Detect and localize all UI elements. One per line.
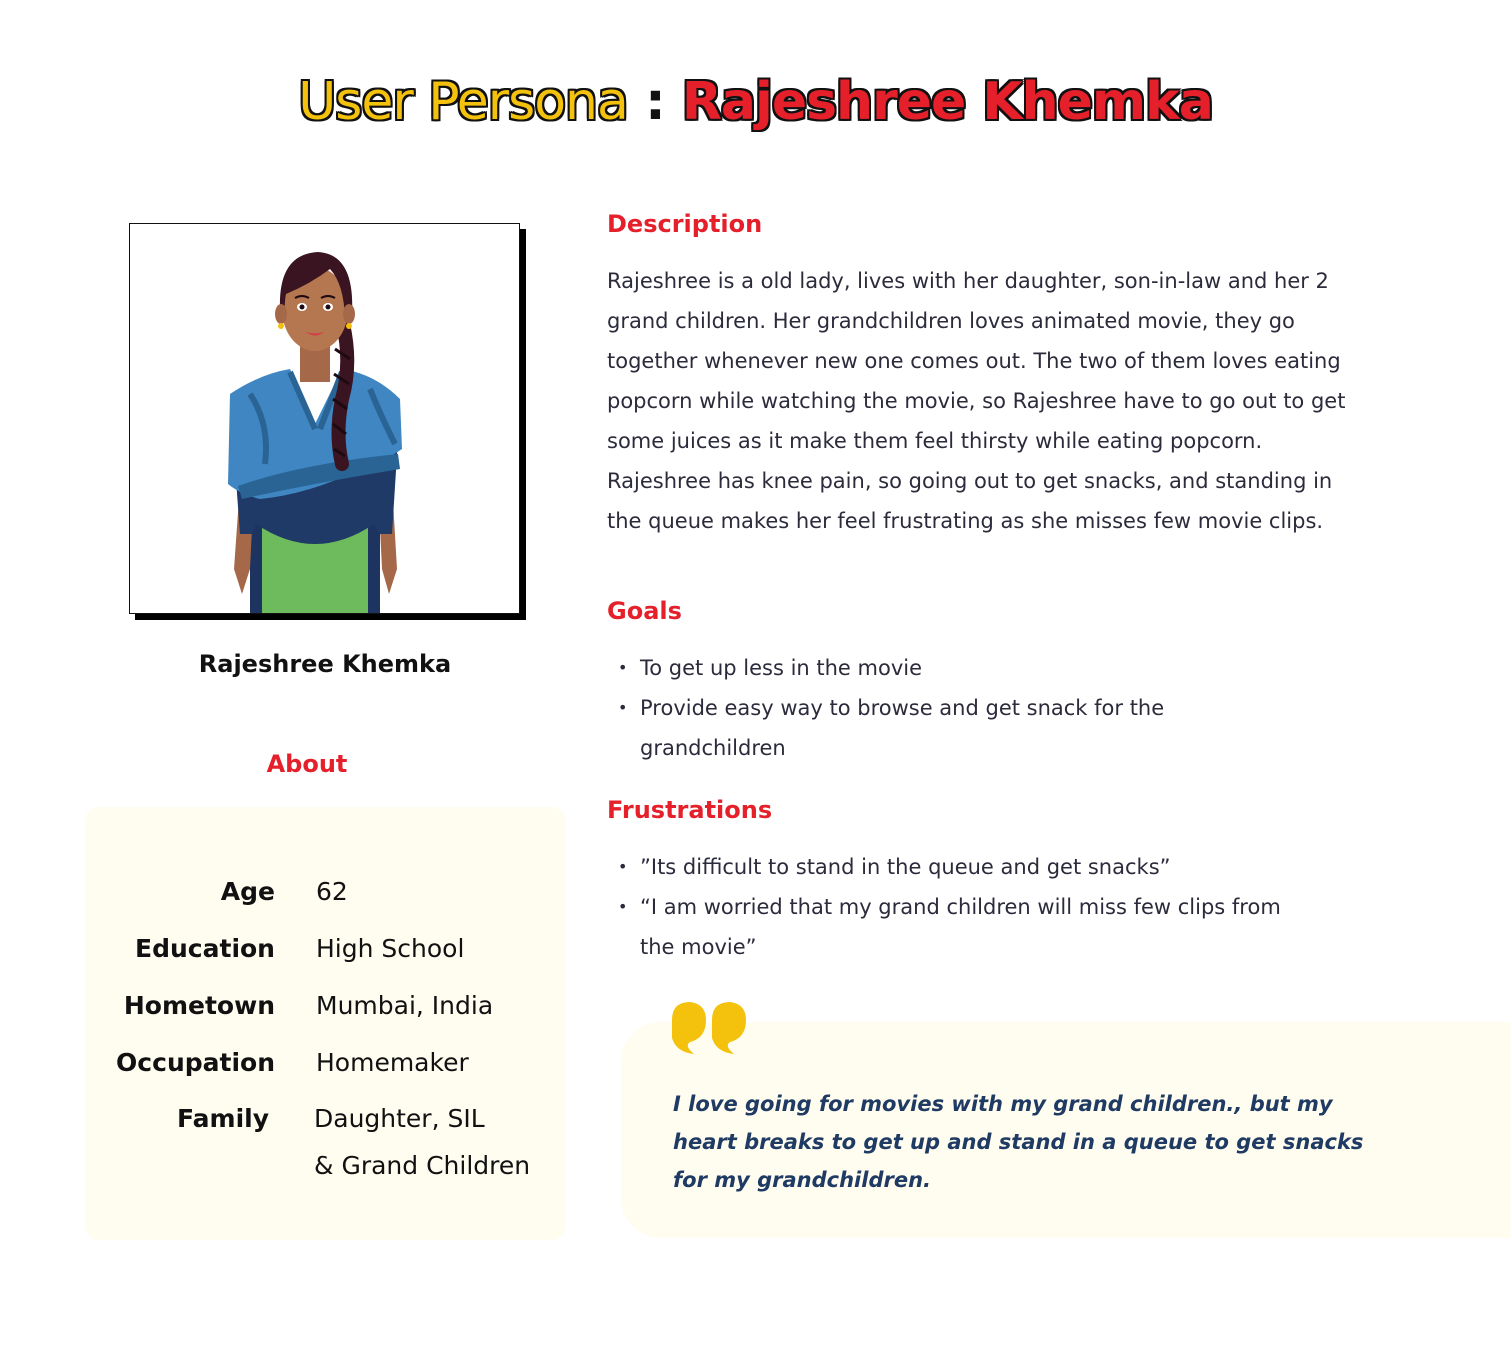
goals-heading: Goals [607, 597, 682, 625]
about-value: Mumbai, India [316, 991, 494, 1020]
about-label: Education [135, 934, 275, 963]
about-value: Homemaker [316, 1048, 469, 1077]
about-value: 62 [316, 877, 348, 906]
frustrations-heading: Frustrations [607, 796, 773, 824]
list-item: • Provide easy way to browse and get snack for the grandchildren [618, 688, 1218, 768]
about-label: Family [177, 1104, 269, 1133]
frustrations-list [618, 847, 1318, 967]
description-heading: Description [607, 210, 763, 238]
about-label: Occupation [116, 1048, 275, 1077]
list-item: • “I am worried that my grand children will miss few clips from the movie” [618, 887, 1318, 967]
list-item: • To get up less in the movie [618, 648, 1218, 688]
page-title [0, 72, 1511, 132]
about-value: Daughter, SIL [314, 1104, 485, 1133]
about-label: Age [220, 877, 275, 906]
persona-photo-frame [129, 223, 520, 614]
about-card [85, 807, 566, 1240]
title-separator: : [627, 72, 682, 132]
list-item: • ”Its difficult to stand in the queue and get snacks” [618, 847, 1318, 887]
quote-text: I love going for movies with my grand children., but my heart breaks to get up and stand in a queue to get snacks for my grandchildren. [673, 1092, 1364, 1192]
about-value-continued: & Grand Children [314, 1151, 531, 1180]
woman-avatar-icon [130, 224, 520, 614]
goals-list [618, 648, 1218, 768]
title-prefix: User Persona [298, 72, 628, 132]
description-text: Rajeshree is a old lady, lives with her daughter, son-in-law and her 2 grand children. Her grandchildren loves animated movie, they go together whenever new one comes out. The two of them loves eating popcorn while watching the movie, so Rajeshree have to go out to get some juices as it make them feel thirsty while eating popcorn. Rajeshree has knee pain, so going out to get snacks, and standing in the queue makes her feel frustrating as she misses few movie clips. [607, 269, 1346, 533]
about-value: High School [316, 934, 465, 963]
persona-name: Rajeshree Khemka [198, 650, 452, 678]
about-heading: About [266, 750, 348, 778]
about-label: Hometown [123, 991, 275, 1020]
quote-icon [668, 998, 752, 1058]
title-persona-name: Rajeshree Khemka [681, 72, 1213, 132]
